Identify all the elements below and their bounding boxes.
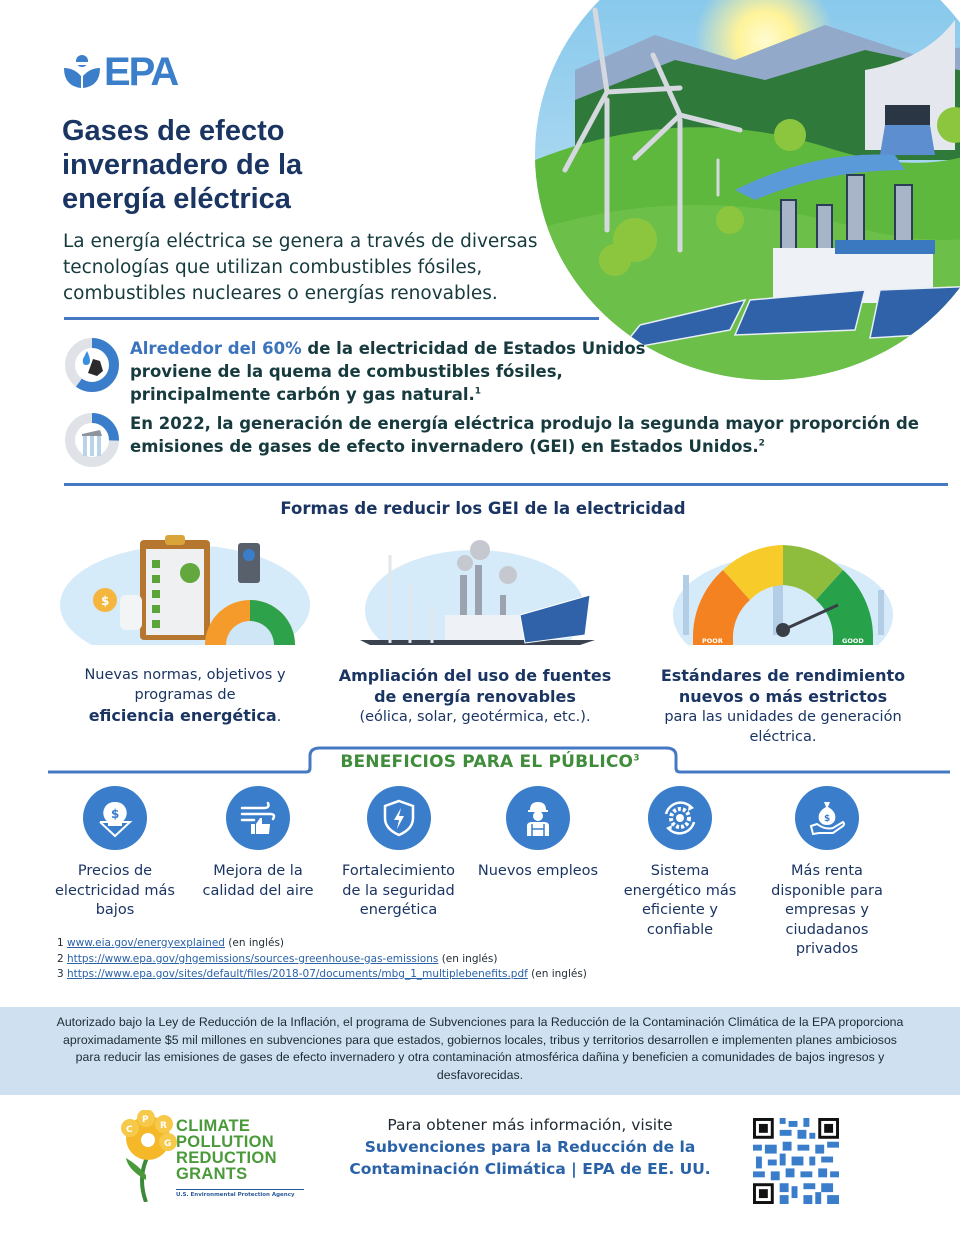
landscape-icon	[535, 0, 960, 380]
svg-text:P: P	[142, 1115, 149, 1125]
more-info	[330, 1115, 730, 1180]
svg-text:GOOD: GOOD	[842, 637, 864, 645]
footnote-item: 2 https://www.epa.gov/ghgemissions/sources-greenhouse-gas-emissions (en inglés)	[57, 952, 498, 965]
method-text: Ampliación del uso de fuentes de energía renovables (eólica, solar, geotérmica, etc.).	[338, 666, 612, 725]
epa-logo	[62, 52, 177, 92]
method-text: Estándares de rendimiento nuevos o más estrictos para las unidades de generación eléctrica.	[660, 666, 906, 745]
lightbulb-dollar-icon	[83, 786, 147, 850]
benefit-air-quality: Mejora de la calidad del aire	[193, 786, 323, 901]
footnote-link[interactable]: https://www.epa.gov/ghgemissions/sources-greenhouse-gas-emissions	[67, 952, 439, 965]
divider-rule	[64, 483, 948, 486]
svg-text:G: G	[164, 1139, 172, 1149]
shield-bolt-icon	[367, 786, 431, 850]
hand-moneybag-icon	[795, 786, 859, 850]
divider-rule	[64, 317, 599, 320]
title-line: energía eléctrica	[62, 183, 291, 215]
benefit-disposable-income: $ Más renta disponible para empresas y ciudadanos privados	[762, 786, 892, 960]
gear-cycle-icon	[648, 786, 712, 850]
benefit-energy-security: Fortalecimiento de la seguridad energética	[331, 786, 466, 921]
epa-logo-text: EPA	[104, 50, 178, 94]
benefit-efficient-system: Sistema energético más eficiente y confiable	[615, 786, 745, 940]
cprg-agency-text: U.S. Environmental Protection Agency	[176, 1189, 304, 1198]
footnote-item: 1 www.eia.gov/energyexplained (en inglés)	[57, 937, 285, 949]
qr-code-icon[interactable]	[753, 1118, 839, 1204]
svg-text:$: $	[111, 807, 120, 821]
stat-fossil-fuels	[64, 337, 664, 406]
footnotes	[57, 936, 587, 983]
cprg-website-link[interactable]: Subvenciones para la Reducción de la Contaminación Climática | EPA de EE. UU.	[349, 1138, 711, 1178]
method-performance-standards	[638, 525, 928, 747]
wind-thumbsup-icon	[226, 786, 290, 850]
cprg-wordmark: CLIMATE POLLUTION REDUCTION GRANTS	[176, 1117, 277, 1183]
svg-text:$: $	[824, 814, 831, 824]
footnote-link[interactable]: https://www.epa.gov/sites/default/files/2018-07/documents/mbg_1_multiplebenefits.pdf	[67, 968, 528, 980]
hero-energy-landscape-illustration	[535, 0, 960, 380]
title-line: invernadero de la	[62, 149, 303, 181]
more-info-lead: Para obtener más información, visite	[387, 1116, 673, 1134]
method-renewables	[325, 525, 625, 727]
stat-text: Alrededor del 60% de la electricidad de Estados Unidos proviene de la quema de combustibles fósiles, principalmente carbón y gas natural.$^1$	[130, 339, 646, 404]
stat-highlight: Alrededor del 60%	[130, 339, 302, 358]
worker-icon	[506, 786, 570, 850]
stat-text: En 2022, la generación de energía eléctrica produjo la segunda mayor proporción de emisiones de gases de efecto invernadero (GEI) en Estados Unidos.$^2$	[130, 414, 919, 456]
epa-flower-icon	[62, 52, 102, 92]
title-line: Gases de efecto	[62, 115, 285, 147]
stat-ghg-share	[64, 412, 934, 468]
efficiency-clipboard-illustration	[60, 525, 310, 645]
svg-text:R: R	[160, 1121, 167, 1131]
method-text: Nuevas normas, objetivos y programas de eficiencia energética.	[84, 667, 286, 725]
benefits-title: BENEFICIOS PARA EL PÚBLICO$^3$	[340, 752, 640, 772]
svg-text:C: C	[126, 1125, 133, 1135]
method-efficiency	[55, 525, 315, 727]
renewables-illustration	[350, 525, 600, 645]
benefit-lower-prices: $ Precios de electricidad más bajos	[50, 786, 180, 921]
performance-gauge-illustration	[658, 525, 908, 645]
footnote-item: 3 https://www.epa.gov/sites/default/files/2018-07/documents/mbg_1_multiplebenefits.pdf (en inglés)	[57, 968, 587, 980]
program-banner: Autorizado bajo la Ley de Reducción de la Inflación, el programa de Subvenciones para la Reducción de la Contaminación Climática de la EPA proporciona aproximadamente $5 mil millones en subvenciones para que estados, gobiernos locales, tribus y territorios desarrollen e implementen planes ambiciosos para reducir las emisiones de gases de efecto invernadero y otra contaminación atmosférica dañina y beneficien a comunidades de bajos ingresos y desfavorecidas.	[0, 1007, 960, 1095]
intro-paragraph: La energía eléctrica se genera a través de diversas tecnologías que utilizan combustibles fósiles, combustibles nucleares o energías renovables.	[63, 231, 538, 304]
page-title	[62, 114, 522, 216]
methods-title: Formas de reducir los GEI de la electricidad	[280, 499, 686, 518]
benefit-new-jobs: Nuevos empleos	[473, 786, 603, 882]
svg-text:POOR: POOR	[702, 637, 723, 645]
svg-text:$: $	[101, 594, 110, 608]
footnote-link[interactable]: www.eia.gov/energyexplained	[67, 937, 225, 949]
smokestack-donut-icon	[64, 412, 120, 468]
coal-gas-donut-icon	[64, 337, 120, 393]
